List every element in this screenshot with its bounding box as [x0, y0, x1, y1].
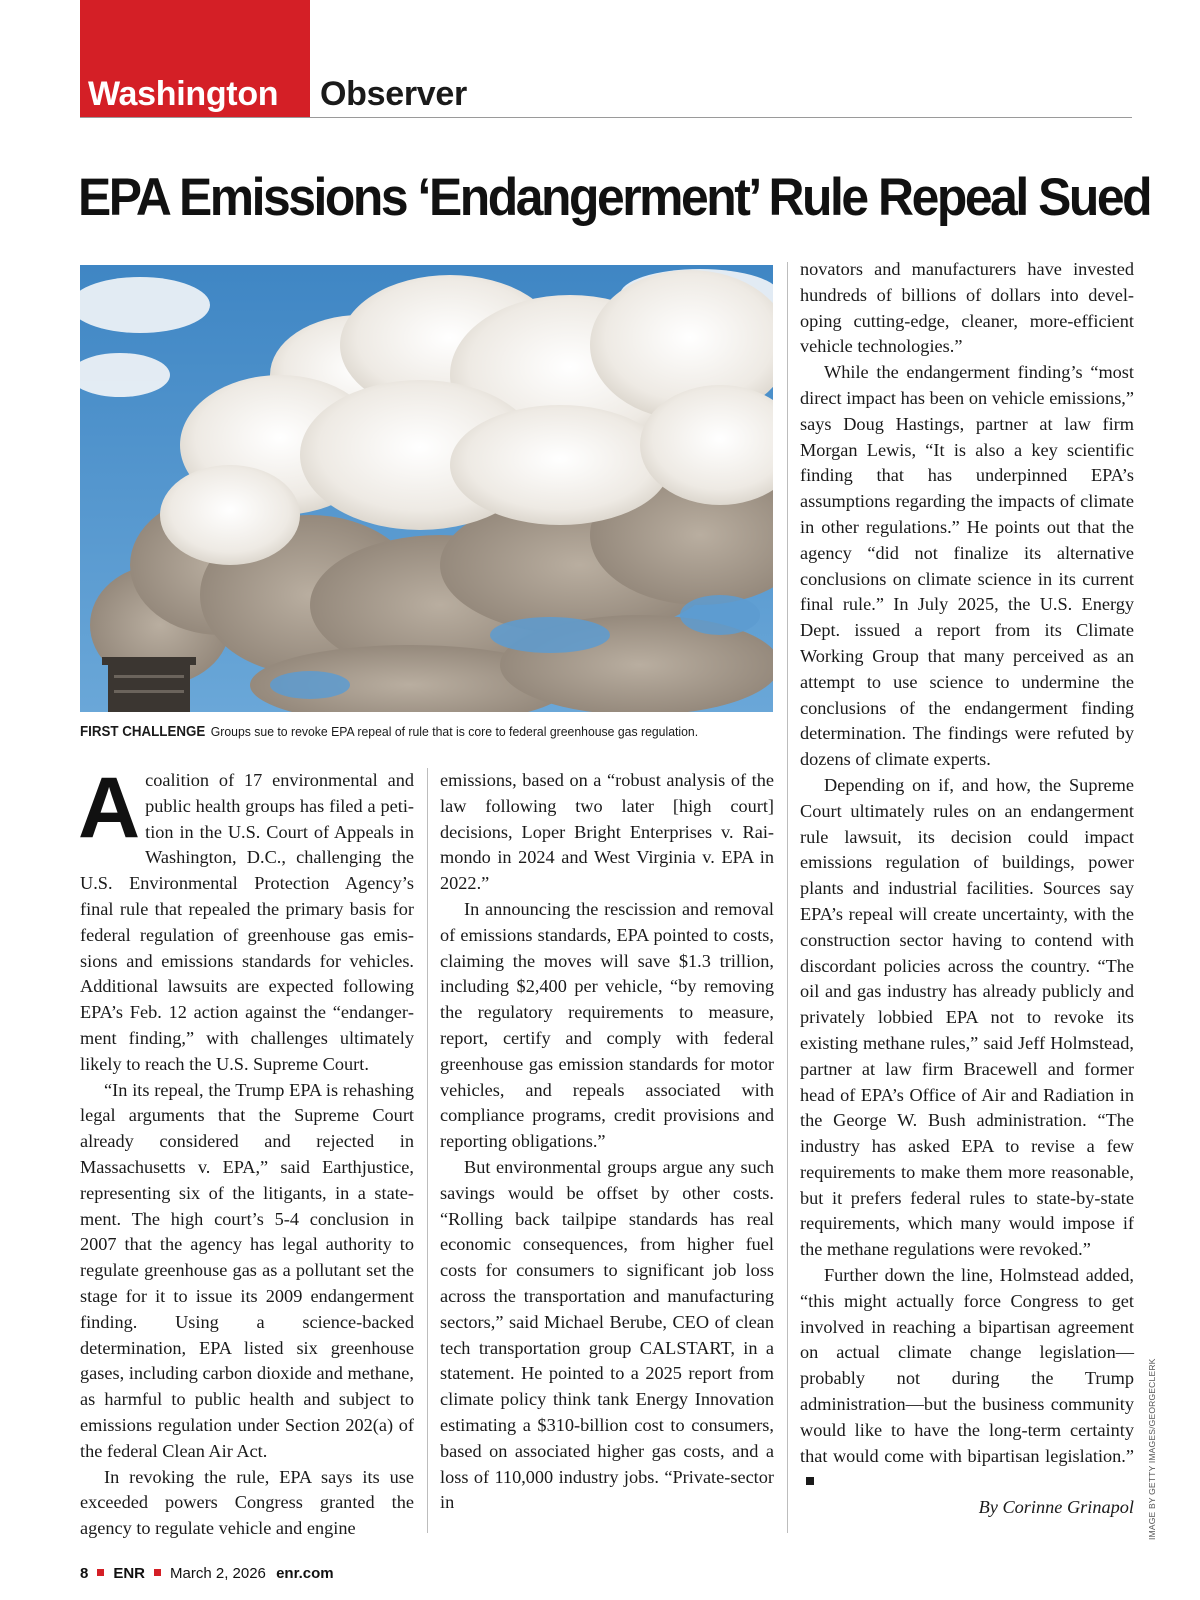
- column-divider: [787, 262, 788, 1533]
- paragraph: In announcing the rescission and removal of emissions standards, EPA pointed to costs, claiming the moves will save $1.3 trillion, including $2,400 per vehicle, “by removing the regulatory requirements to measure, report, certify and comply with federal greenhouse gas emission standards for motor vehicles, and repeals associated with compliance programs, credit provisions and reporting obligations.”: [440, 898, 774, 1152]
- caption-title: FIRST CHALLENGE: [80, 724, 206, 740]
- byline: By Corinne Grinapol: [978, 1497, 1134, 1518]
- paragraph: While the endangerment finding’s “most direct impact has been on vehicle emissions,” says Doug Hastings, partner at law firm Morgan Lewis, “It is also a key scientific finding that has underpinned EPA’s assumptions regarding the impacts of climate in other regulations.” He points out that the agency “did not finalize its alternative conclusions on climate science in its current final rule.” In July 2025, the U.S. Energy Dept. issued a report from its Climate Working Group that many perceived as an attempt to use science to undermine the conclusions of the endangerment finding determination. The findings were refuted by dozens of climate experts.: [800, 362, 1134, 770]
- column-divider: [427, 768, 428, 1533]
- end-mark-icon: [806, 1477, 814, 1485]
- paragraph: In revoking the rule, EPA says its use exceeded powers Congress granted the agency to regulate vehicle and engine: [80, 1466, 414, 1539]
- paragraph: emissions, based on a “robust analysis of the law following two later [high court] decisions, Loper Bright Enterprises v. Raimondo in 2024 and West Virginia v. EPA in 2022.”: [440, 770, 774, 894]
- article-column-2: [440, 768, 774, 1516]
- image-credit: IMAGE BY GETTY IMAGES/GEORGECLERK: [1147, 1358, 1157, 1540]
- paragraph: Depending on if, and how, the Supreme Court ultimately rules on an endangerment rule lawsuit, its decision could impact emissions regulation of buildings, power plants and industrial facilities. Sources say EPA’s repeal will create uncertainty, with the construction sector having to contend with discordant policies across the country. “The oil and gas industry has already publicly and privately lobbied EPA not to revoke its existing methane rules,” said Jeff Holmstead, partner at law firm Bracewell and former head of EPA’s Office of Air and Radiation in the George W. Bush administration. “The industry has asked EPA to revise a few requirements to make them more reasonable, but it prefers federal rules to state-by-state requirements, which many would impose if the methane regulations were revoked.”: [800, 774, 1134, 1260]
- article-column-3: [800, 257, 1134, 1521]
- paragraph: Acoalition of 17 environmental and public health groups has filed a petition in the U.S. Court of Appeals in Washington, D.C., challenging the U.S. Environmental Protection Agency’s final rule that repealed the primary basis for federal regulation of greenhouse gas emissions and emissions standards for vehicles. Additional lawsuits are expected following EPA’s Feb. 12 action against the “endangerment finding,” with challenges ultimately likely to reach the U.S. Supreme Court.: [78, 760, 414, 1074]
- section-label-washington: Washington: [88, 75, 279, 113]
- paragraph: But environmental groups argue any such savings would be offset by other costs. “Rolling back tailpipe standards has real economic consequences, from higher fuel costs for consumers to significant job loss across the transportation and manufacturing sectors,” said Michael Berube, CEO of clean tech transportation group CALSTART, in a statement. He pointed to a 2025 report from climate policy think tank Energy Innovation estimating a $310-billion cost to consumers, based on associated higher gas costs, and a loss of 110,000 industry jobs. “Private-sector in: [440, 1156, 774, 1513]
- paragraph: novators and manufacturers have invested hundreds of billions of dollars into developing cutting-edge, cleaner, more-efficient vehicle technologies.”: [800, 259, 1134, 357]
- paragraph: Further down the line, Holmstead added, “this might actually force Congress to get involved in reaching a bipartisan agreement on actual climate change legislation—probably not during the Trump administration—but the business community would like to have the long-term certainty that would come with bipartisan legislation.”: [800, 1263, 1134, 1495]
- drop-cap: A: [78, 760, 138, 856]
- article-headline: EPA Emissions ‘Endangerment’ Rule Repeal Sued: [78, 168, 1151, 227]
- paragraph: “In its repeal, the Trump EPA is rehashing legal arguments that the Supreme Court already considered and rejected in Massachusetts v. EPA,” said Earthjustice, representing six of the litigants, in a statement. The high court’s 5-4 conclusion in 2007 that the agency has legal authority to regulate greenhouse gas as a pollutant set the stage for it to issue its 2009 endangerment finding. Using a science-backed determination, EPA listed six greenhouse gases, including carbon dioxide and methane, as harmful to public health and subject to emissions regulation under Section 202(a) of the federal Clean Air Act.: [80, 1079, 414, 1461]
- article-column-1: [78, 760, 414, 1542]
- smokestack-photo-illustration: [80, 265, 773, 712]
- footer-site: enr.com: [276, 1565, 334, 1582]
- section-label-observer: Observer: [320, 75, 467, 113]
- page-footer: [80, 1563, 334, 1585]
- footer-separator-icon: [154, 1569, 161, 1576]
- page-number: 8: [80, 1565, 89, 1582]
- photo-caption: [80, 723, 724, 741]
- header-rule: [80, 117, 1132, 118]
- caption-text: Groups sue to revoke EPA repeal of rule that is core to federal greenhouse gas regulation.: [210, 724, 699, 739]
- footer-brand: ENR: [113, 1565, 146, 1582]
- smokestack-photo: [80, 265, 773, 712]
- footer-date: March 2, 2026: [170, 1565, 266, 1582]
- footer-separator-icon: [97, 1569, 104, 1576]
